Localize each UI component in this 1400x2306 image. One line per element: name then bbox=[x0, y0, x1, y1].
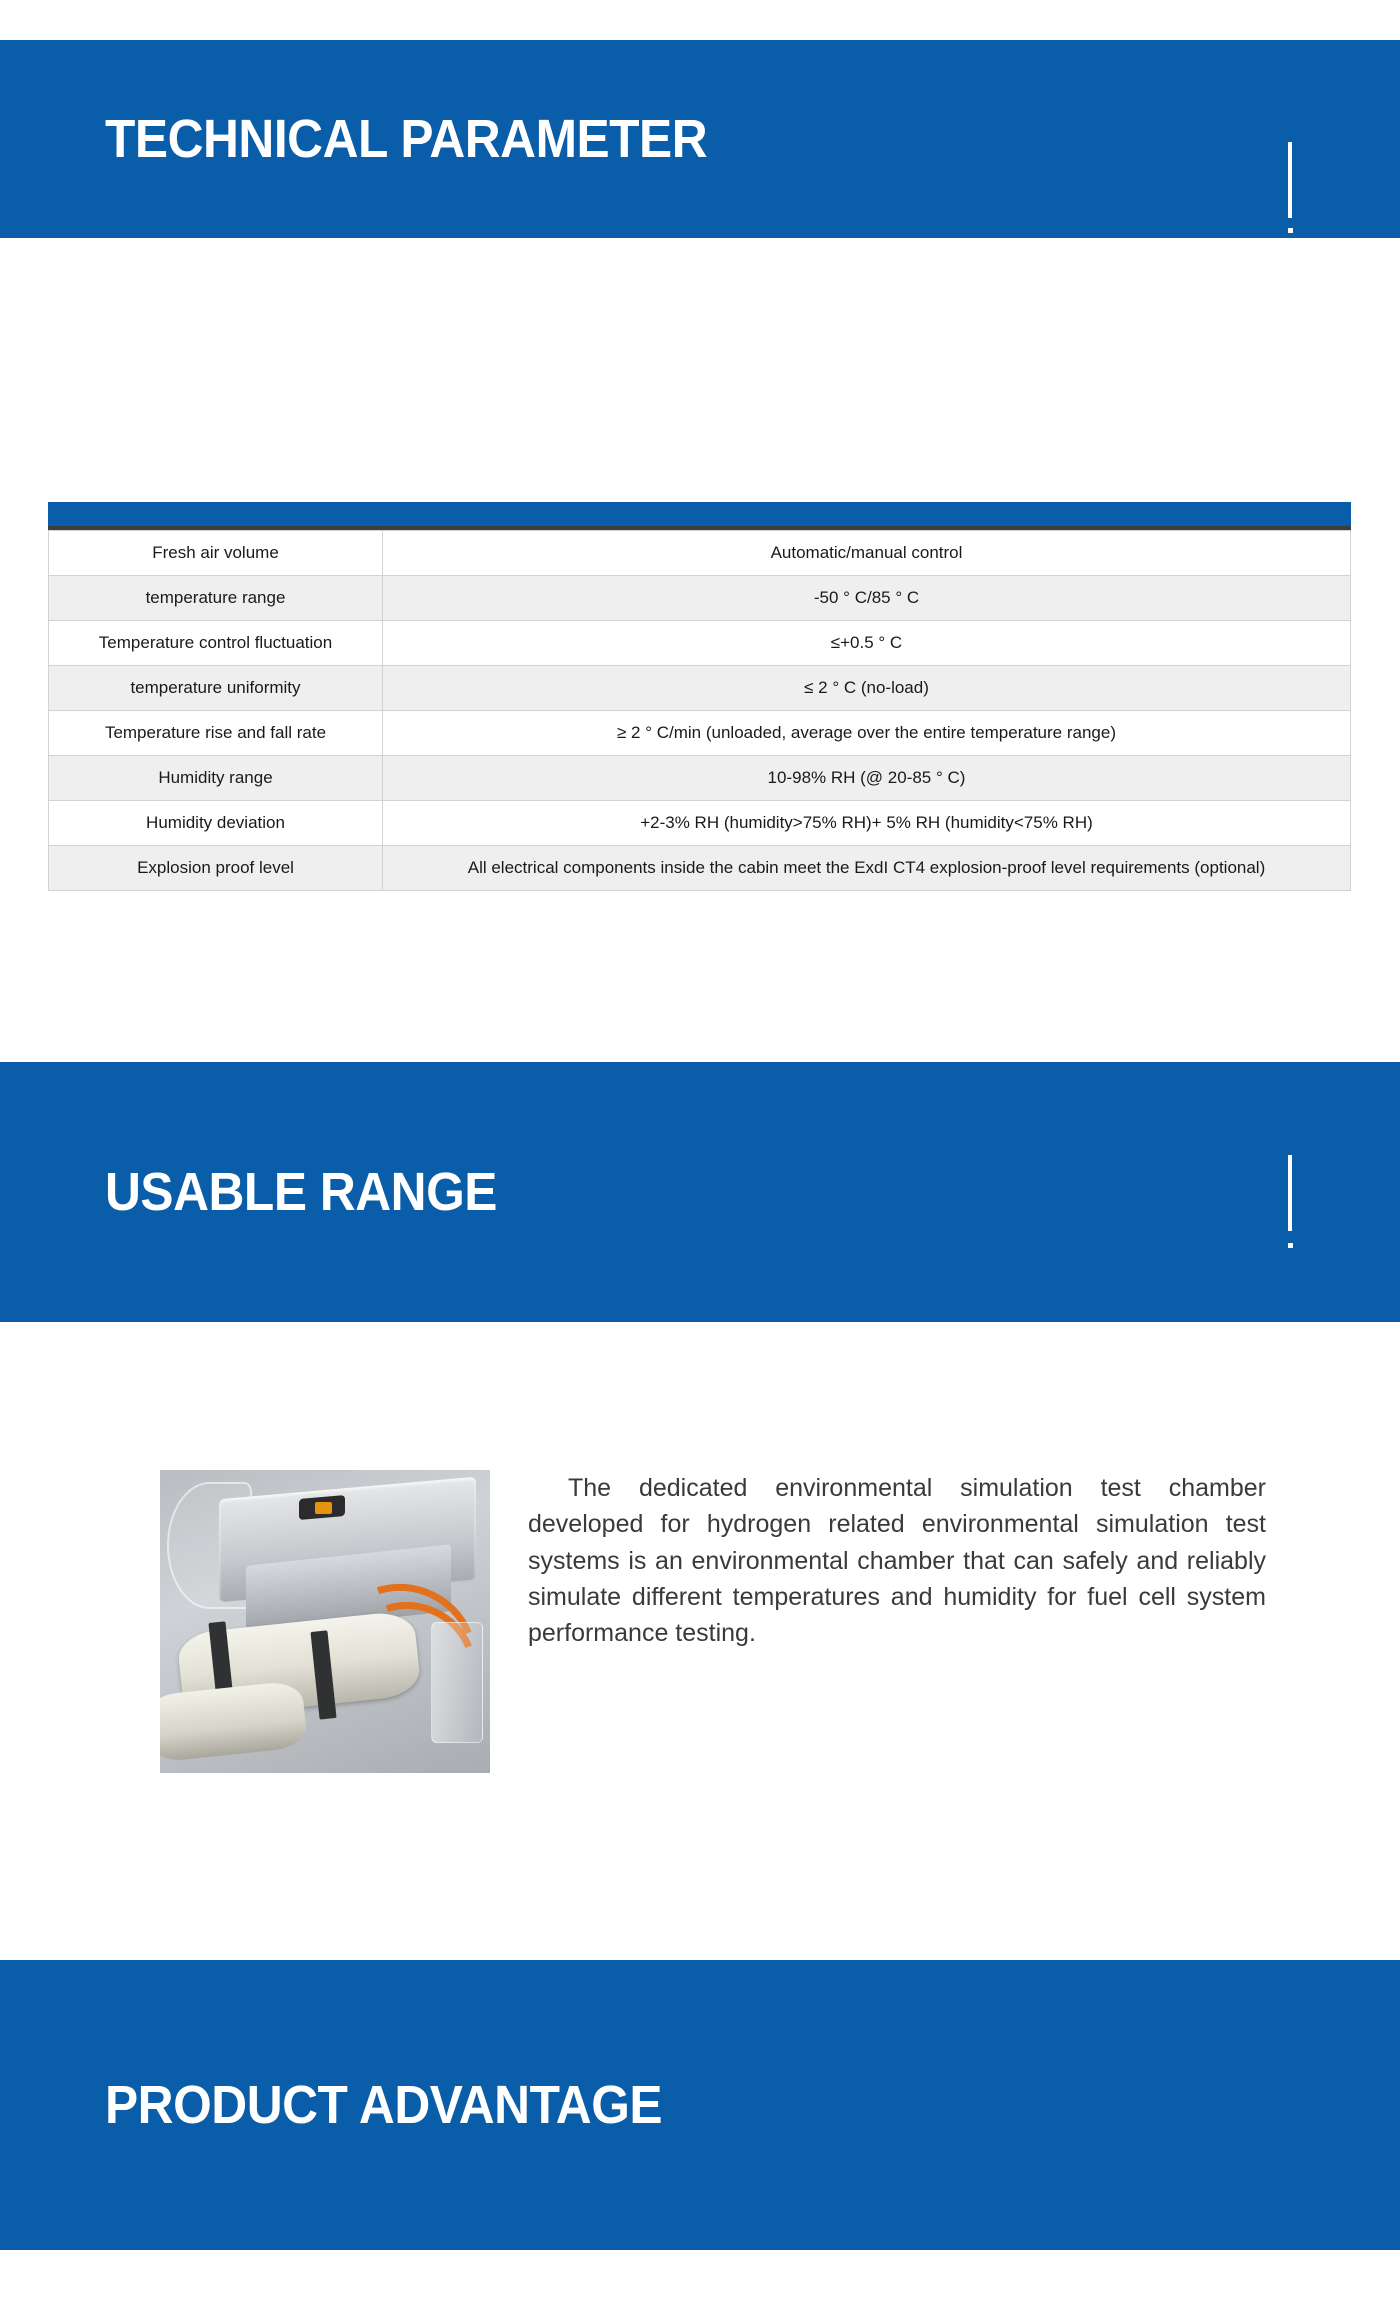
table-row bbox=[49, 801, 1351, 846]
table-row bbox=[49, 621, 1351, 666]
table-row bbox=[49, 576, 1351, 621]
usable-range-content bbox=[0, 1470, 1400, 1773]
banner-accent-line-technical bbox=[1288, 142, 1292, 218]
table-cell-label: Explosion proof level bbox=[49, 846, 383, 891]
table-row bbox=[49, 756, 1351, 801]
table-cell-value: ≤ 2 ° C (no-load) bbox=[383, 666, 1351, 711]
table-cell-value: +2-3% RH (humidity>75% RH)+ 5% RH (humidity<75% RH) bbox=[383, 801, 1351, 846]
banner-accent-line-usable bbox=[1288, 1155, 1292, 1231]
banner-accent-dot-technical bbox=[1288, 228, 1293, 233]
table-row bbox=[49, 711, 1351, 756]
table-body bbox=[49, 531, 1351, 891]
table-cell-value: Automatic/manual control bbox=[383, 531, 1351, 576]
banner-accent-dot-usable bbox=[1288, 1243, 1293, 1248]
table-cell-label: Fresh air volume bbox=[49, 531, 383, 576]
table-cell-value: All electrical components inside the cabin meet the ExdI CT4 explosion-proof level requirements (optional) bbox=[383, 846, 1351, 891]
section-banner-technical-parameter bbox=[0, 40, 1400, 238]
section-banner-usable-range bbox=[0, 1062, 1400, 1322]
table-cell-label: Humidity deviation bbox=[49, 801, 383, 846]
section-title-product-advantage: PRODUCT ADVANTAGE bbox=[105, 2075, 663, 2135]
section-title-usable-range: USABLE RANGE bbox=[105, 1162, 497, 1222]
table-cell-label: Humidity range bbox=[49, 756, 383, 801]
technical-parameter-table bbox=[48, 530, 1351, 891]
table-cell-label: temperature range bbox=[49, 576, 383, 621]
table-header-bar bbox=[48, 502, 1351, 530]
photo-shape-cylinder-right bbox=[431, 1622, 484, 1743]
technical-parameter-table-container bbox=[48, 502, 1351, 891]
table-cell-label: temperature uniformity bbox=[49, 666, 383, 711]
fuel-cell-system-photo bbox=[160, 1470, 490, 1773]
table-row bbox=[49, 666, 1351, 711]
table-cell-value: ≤+0.5 ° C bbox=[383, 621, 1351, 666]
table-row bbox=[49, 531, 1351, 576]
table-cell-value: -50 ° C/85 ° C bbox=[383, 576, 1351, 621]
table-cell-value: 10-98% RH (@ 20-85 ° C) bbox=[383, 756, 1351, 801]
table-cell-label: Temperature control fluctuation bbox=[49, 621, 383, 666]
photo-shape-connector-orange bbox=[315, 1502, 332, 1514]
photo-shape-hydrogen-tank-rear bbox=[160, 1680, 308, 1763]
usable-range-paragraph: The dedicated environmental simulation test chamber developed for hydrogen related environmental simulation test systems is an environmental chamber that can safely and reliably simulate different temperatures and humidity for fuel cell system performance testing. bbox=[528, 1474, 1266, 1647]
table-row bbox=[49, 846, 1351, 891]
table-cell-label: Temperature rise and fall rate bbox=[49, 711, 383, 756]
section-title-technical-parameter: TECHNICAL PARAMETER bbox=[105, 109, 708, 169]
section-banner-product-advantage bbox=[0, 1960, 1400, 2250]
table-cell-value: ≥ 2 ° C/min (unloaded, average over the entire temperature range) bbox=[383, 711, 1351, 756]
